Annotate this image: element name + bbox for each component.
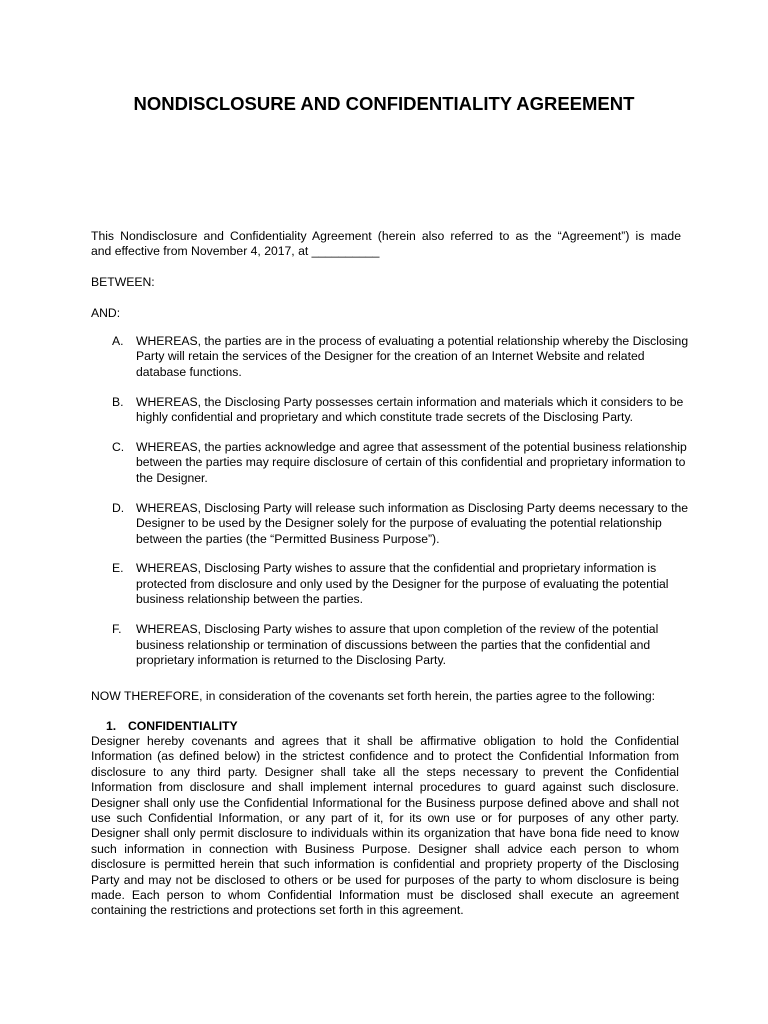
recital-marker: D. [112, 500, 125, 515]
recital-marker: C. [112, 440, 125, 455]
recital-marker: B. [112, 394, 124, 409]
between-label: BETWEEN: [91, 275, 155, 289]
intro-paragraph [91, 229, 681, 260]
recital-text: WHEREAS, the Disclosing Party possesses certain information and materials which it considers to be highly confidential and proprietary and which constitute trade secrets of the Disclosing Party. [136, 394, 684, 425]
recital-text: WHEREAS, the parties acknowledge and agree that assessment of the potential business relationship between the parties may require disclosure of certain of this confidential and proprietary information to the Designer. [136, 440, 687, 485]
recital-d [91, 501, 691, 547]
section-1-heading [106, 719, 238, 734]
recital-f [91, 622, 691, 668]
recital-text: WHEREAS, Disclosing Party will release such information as Disclosing Party deems necessary to the Designer to be used by the Designer solely for the purpose of evaluating the potential relationship between the parties (the “Permitted Business Purpose”). [136, 500, 689, 546]
recital-b [91, 395, 691, 426]
intro-line-1: This Nondisclosure and Confidentiality Agreement (herein also referred to as the “Agreement”) is made [91, 229, 681, 243]
section-number: 1. [106, 719, 117, 733]
document-title: NONDISCLOSURE AND CONFIDENTIALITY AGREEMENT [133, 93, 635, 114]
recitals-list [91, 334, 691, 683]
section-heading-text: CONFIDENTIALITY [128, 719, 238, 733]
section-1-body: Designer hereby covenants and agrees that it shall be affirmative obligation to hold the Confidential Information (as defined below) in the strictest confidence and to protect the Confidential Information from disclosure to any third party. Designer shall take all the steps necessary to prevent the Confidential Information from disclosure and shall implement internal procedures to guard against such disclosure. Designer shall only use the Confidential Informational for the Business purpose defined above and shall not use such Confidential Information, or any part of it, for its own use or for purposes of any other party. Designer shall only permit disclosure to individuals within its organization that have bona fide need to know such information in connection with Business Purpose. Designer shall advice each person to whom disclosure is permitted herein that such information is confidential and propriety property of the Disclosing Party and may not be disclosed to others or be used for purposes of the party to whom disclosure is being made. Each person to whom Confidential Information must be disclosed shall execute an agreement containing the restrictions and protections set forth in this agreement. [91, 734, 679, 918]
recital-marker: E. [112, 561, 124, 576]
recital-marker: A. [112, 334, 124, 348]
now-therefore-paragraph: NOW THEREFORE, in consideration of the covenants set forth herein, the parties agree to the following: [91, 689, 656, 703]
recital-c [91, 440, 691, 486]
recital-marker: F. [112, 622, 122, 637]
and-label: AND: [91, 306, 121, 320]
recital-text: WHEREAS, Disclosing Party wishes to assure that upon completion of the review of the potential business relationship or termination of discussions between the parties that the confidential and proprietary information is returned to the Disclosing Party. [136, 622, 659, 667]
intro-line-2: and effective from November 4, 2017, at __________ [91, 244, 380, 259]
recital-e [91, 561, 691, 607]
recital-text: WHEREAS, Disclosing Party wishes to assure that the confidential and proprietary information is protected from disclosure and only used by the Designer for the purpose of evaluating the potential business relationship between the parties. [136, 561, 669, 607]
recital-a [91, 334, 691, 380]
recital-text: WHEREAS, the parties are in the process of evaluating a potential relationship whereby the Disclosing Party will retain the services of the Designer for the creation of an Internet Website and related database functions. [136, 334, 689, 379]
